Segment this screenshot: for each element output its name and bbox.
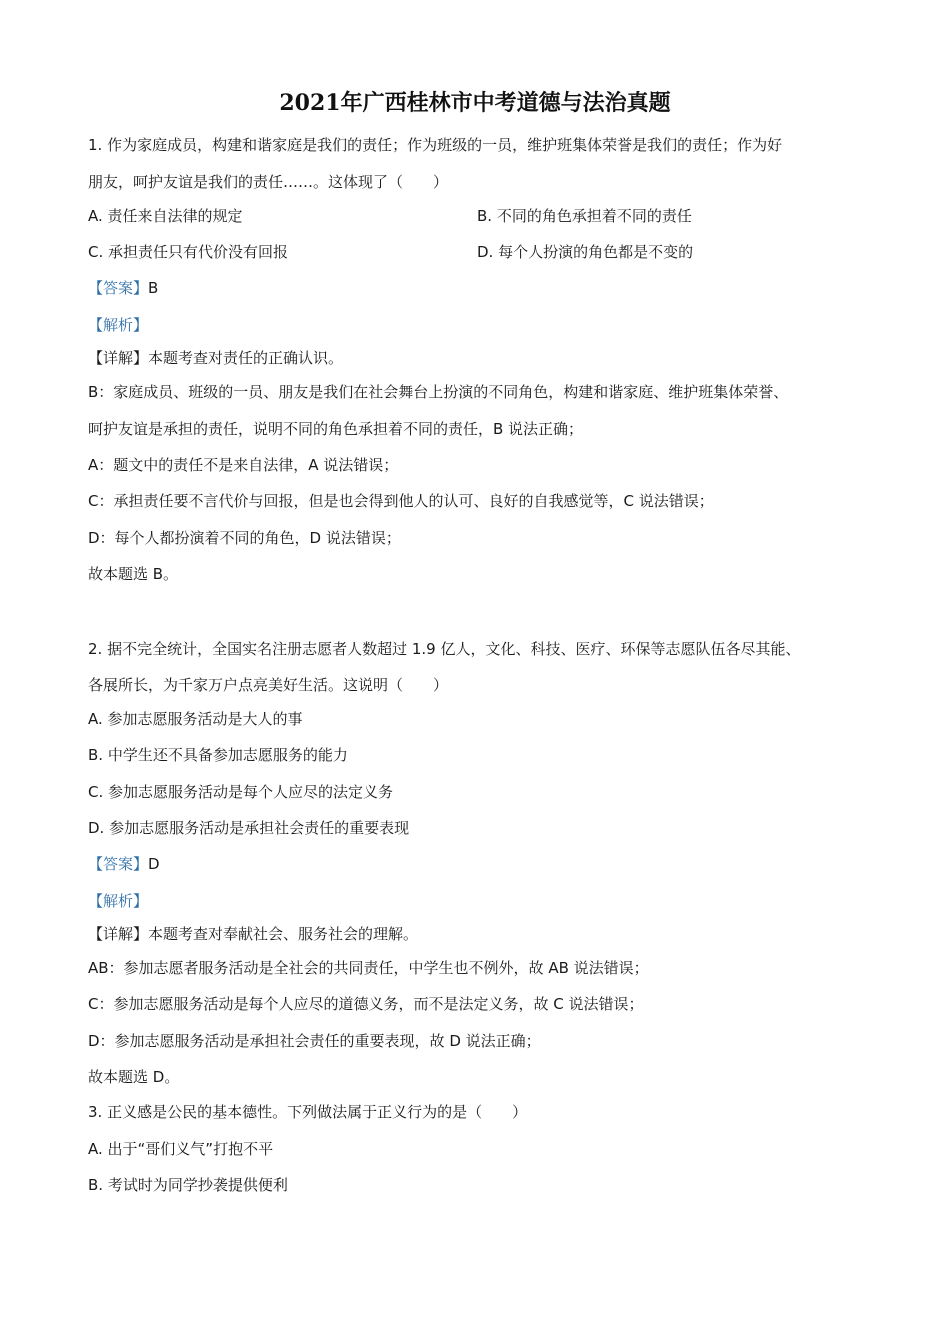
q1-detail-line-4: A：题文中的责任不是来自法律，A 说法错误； — [88, 456, 399, 474]
q2-option-b: B. 中学生还不具备参加志愿服务的能力 — [88, 746, 348, 764]
q2-option-d: D. 参加志愿服务活动是承担社会责任的重要表现 — [88, 819, 410, 837]
q1-answer-label: 【答案】 — [88, 279, 149, 297]
q1-analysis-label — [88, 313, 878, 337]
q1-detail-line-3: 呵护友谊是承担的责任，说明不同的角色承担着不同的责任，B 说法正确； — [88, 420, 584, 438]
q1-analysis-label-text: 【解析】 — [88, 316, 149, 334]
q2-answer — [88, 852, 878, 876]
q1-option-b: B. 不同的角色承担着不同的责任 — [477, 207, 692, 225]
q2-stem-line-2: 各展所长，为千家万户点亮美好生活。这说明（ ） — [88, 676, 449, 694]
q2-detail-text-1: 本题考查对奉献社会、服务社会的理解。 — [148, 925, 419, 943]
q1-stem-line-2: 朋友，呵护友谊是我们的责任……。这体现了（ ） — [88, 173, 449, 191]
q1-detail-text-1: 本题考查对责任的正确认识。 — [148, 349, 344, 367]
q1-detail-label: 【详解】 — [88, 349, 149, 367]
q3-stem-line-1: 3. 正义感是公民的基本德性。下列做法属于正义行为的是（ ） — [88, 1103, 528, 1121]
q2-option-a: A. 参加志愿服务活动是大人的事 — [88, 710, 303, 728]
q1-detail-line-7: 故本题选 B。 — [88, 565, 179, 583]
q3-option-a: A. 出于“哥们义气”打抱不平 — [88, 1140, 274, 1158]
q2-answer-label: 【答案】 — [88, 855, 149, 873]
q1-option-a: A. 责任来自法律的规定 — [88, 207, 243, 225]
page-title: 2021年广西桂林市中考道德与法治真题 — [279, 90, 671, 116]
q2-detail-line-2: AB：参加志愿者服务活动是全社会的共同责任，中学生也不例外，故 AB 说法错误； — [88, 959, 649, 977]
q1-option-c: C. 承担责任只有代价没有回报 — [88, 243, 289, 261]
q3-option-b: B. 考试时为同学抄袭提供便利 — [88, 1176, 288, 1194]
q2-detail-line-4: D：参加志愿服务活动是承担社会责任的重要表现，故 D 说法正确； — [88, 1032, 541, 1050]
q2-option-c: C. 参加志愿服务活动是每个人应尽的法定义务 — [88, 783, 394, 801]
q1-option-d: D. 每个人扮演的角色都是不变的 — [477, 243, 694, 261]
q2-answer-value: D — [148, 855, 160, 873]
q2-stem-line-1: 2. 据不完全统计，全国实名注册志愿者人数超过 1.9 亿人，文化、科技、医疗、环保等志愿队伍各尽其能、 — [88, 640, 801, 658]
q1-detail-line-5: C：承担责任要不言代价与回报，但是也会得到他人的认可、良好的自我感觉等，C 说法错误； — [88, 492, 714, 510]
q2-detail-line-5: 故本题选 D。 — [88, 1068, 180, 1086]
q1-stem-line-1: 1. 作为家庭成员，构建和谐家庭是我们的责任；作为班级的一员，维护班集体荣誉是我们的责任；作为好 — [88, 136, 783, 154]
q2-detail-line-1 — [88, 922, 878, 946]
q1-answer-value: B — [148, 279, 159, 297]
q1-detail-line-6: D：每个人都扮演着不同的角色，D 说法错误； — [88, 529, 401, 547]
q2-analysis-label — [88, 889, 878, 913]
q2-detail-label: 【详解】 — [88, 925, 149, 943]
q1-detail-line-2: B：家庭成员、班级的一员、朋友是我们在社会舞台上扮演的不同角色，构建和谐家庭、维护班集体荣誉、 — [88, 383, 789, 401]
q2-analysis-label-text: 【解析】 — [88, 892, 149, 910]
q1-detail-line-1 — [88, 346, 878, 370]
q1-answer — [88, 276, 878, 300]
q2-detail-line-3: C：参加志愿服务活动是每个人应尽的道德义务，而不是法定义务，故 C 说法错误； — [88, 995, 644, 1013]
